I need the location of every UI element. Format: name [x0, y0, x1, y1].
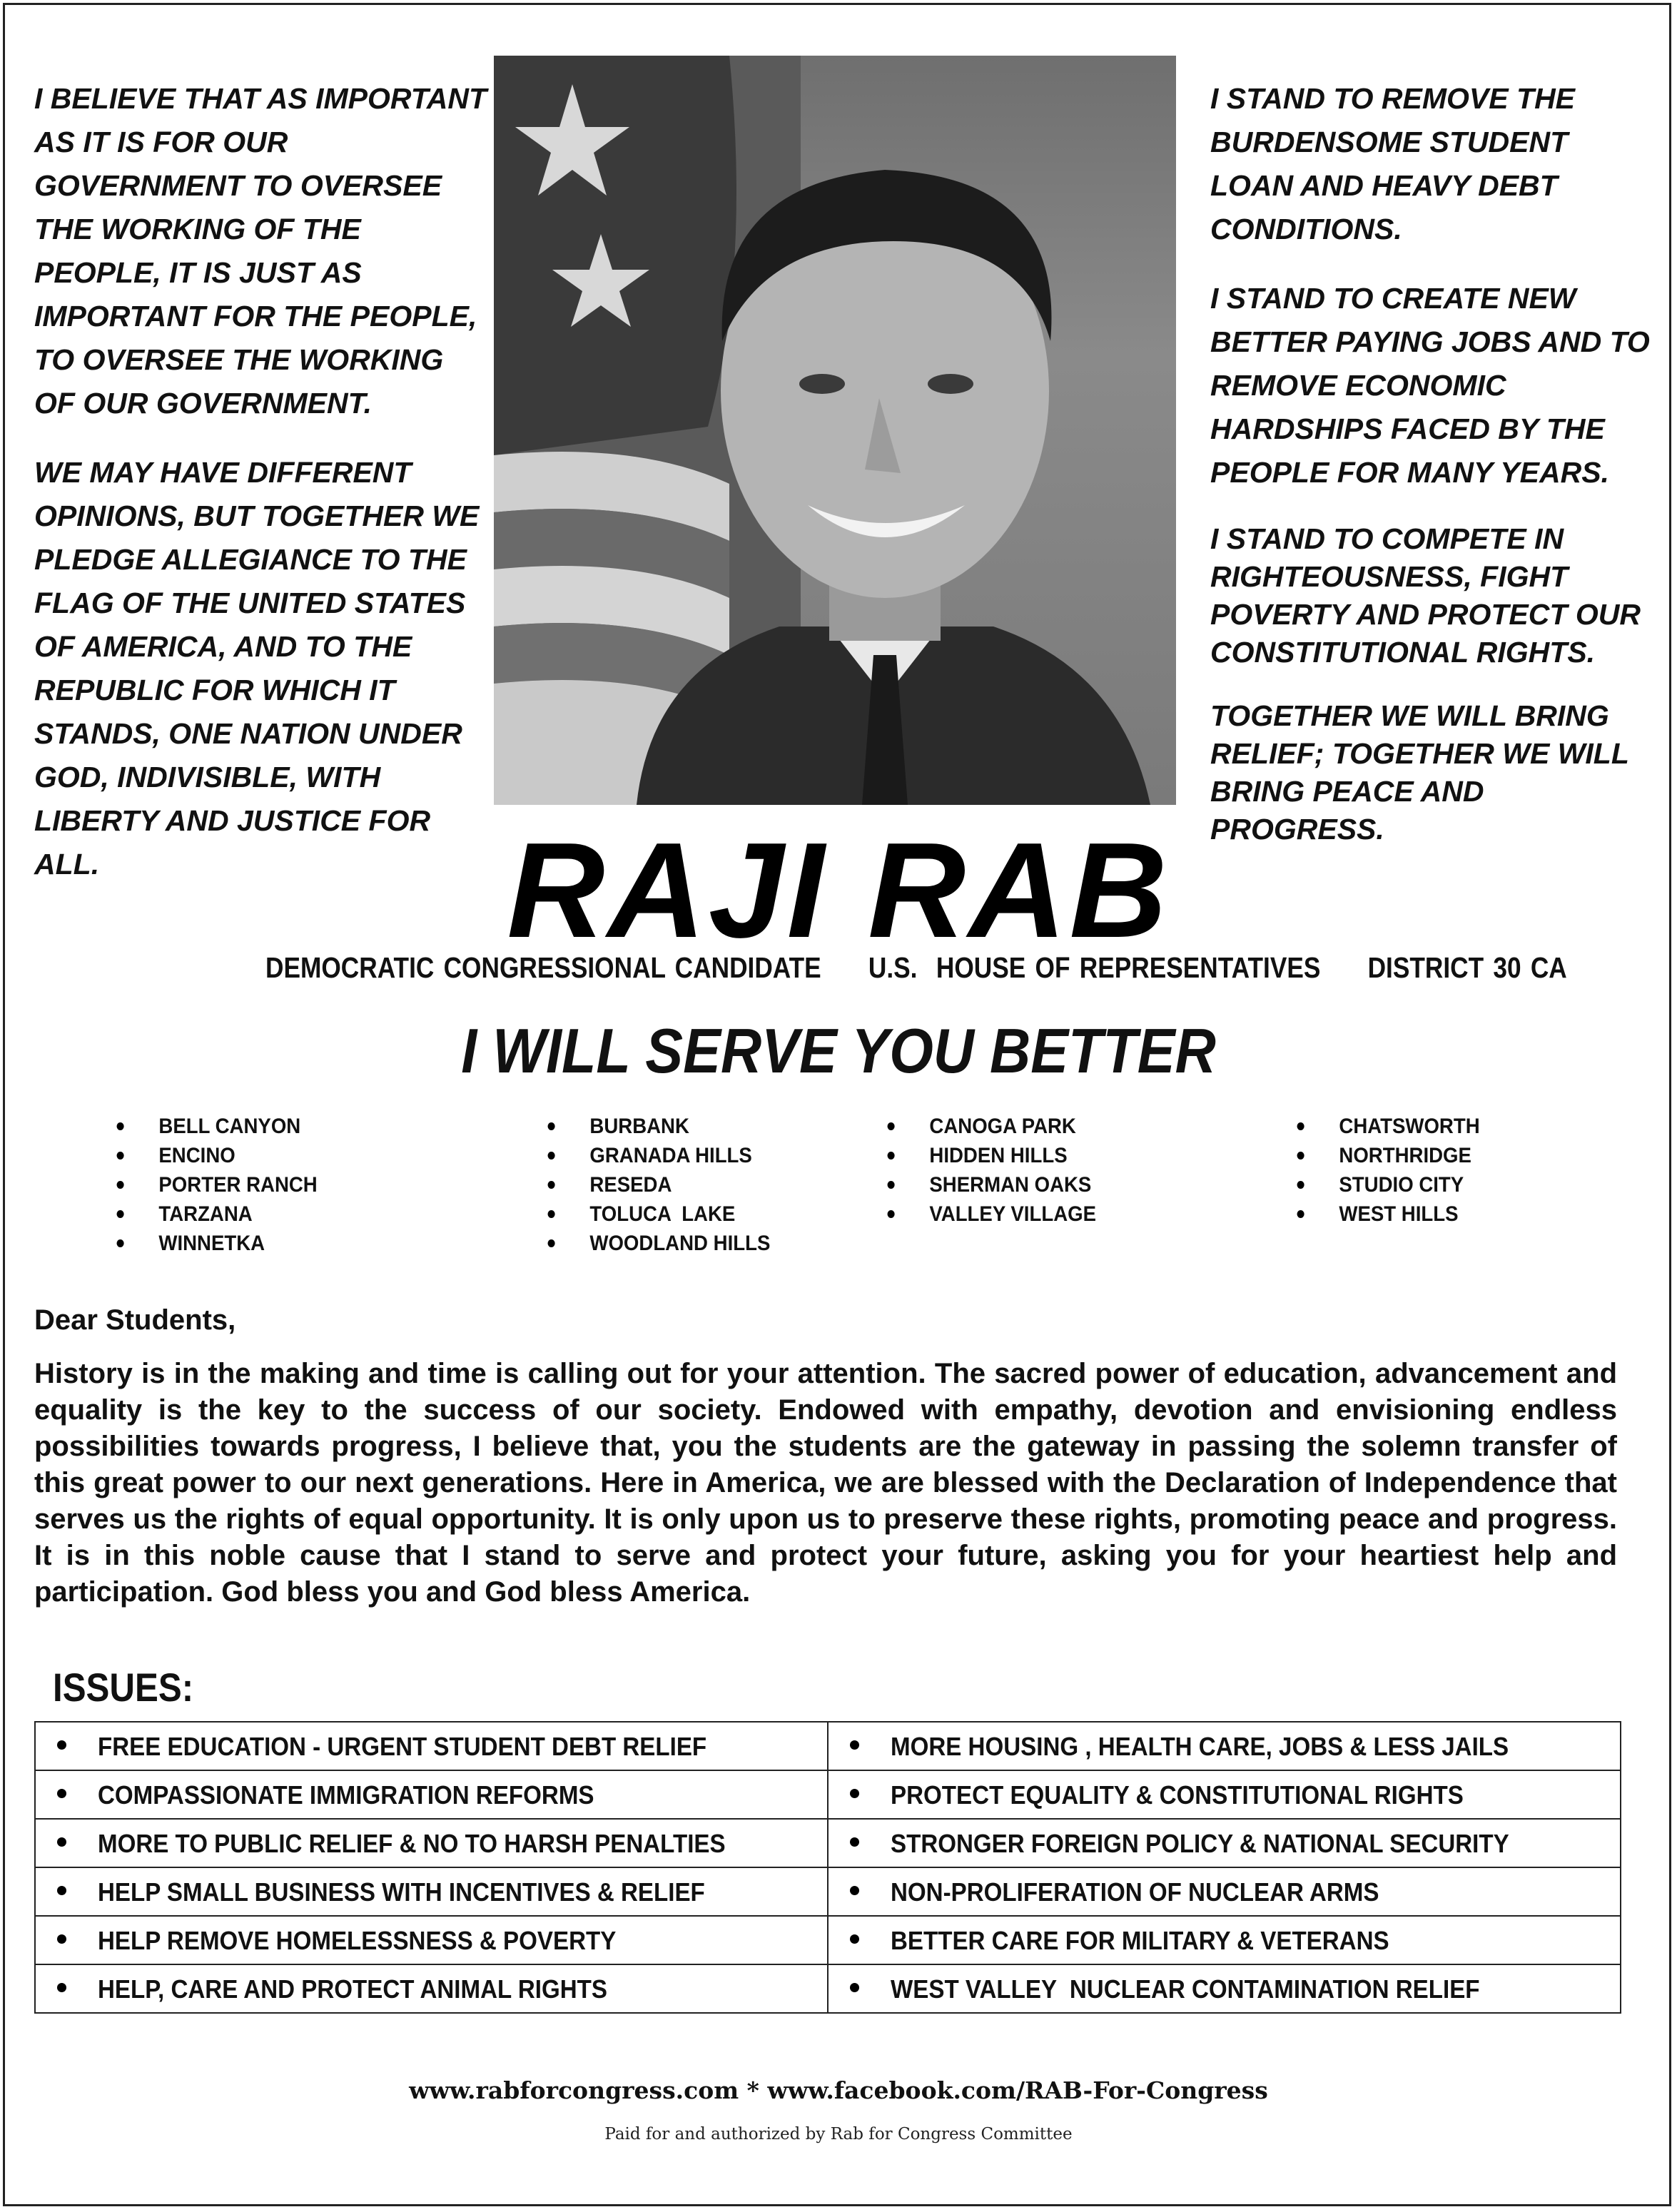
statement-jobs: I STAND TO CREATE NEW BETTER PAYING JOBS AND TO REMOVE ECONOMIC HARDSHIPS FACED BY THE PEOPLE FOR MANY YEARS.	[1210, 282, 1650, 489]
bullet-icon	[850, 1837, 859, 1847]
statement-righteousness: I STAND TO COMPETE IN RIGHTEOUSNESS, FIGHT POVERTY AND PROTECT OUR CONSTITUTIONAL RIGHTS.	[1210, 522, 1641, 669]
issues-heading: ISSUES:	[53, 1665, 194, 1710]
statement-oversight: I BELIEVE THAT AS IMPORTANT AS IT IS FOR OUR GOVERNMENT TO OVERSEE THE WORKING OF THE PEOPLE, IT IS JUST AS IMPORTANT FOR THE PEOPLE, TO OVERSEE THE WORKING OF OUR GOVERNMENT.	[34, 82, 487, 420]
area-item: WINNETKA	[113, 1229, 318, 1258]
bullet-icon	[850, 1983, 859, 1992]
bullet-icon	[850, 1740, 859, 1750]
candidate-name: RAJI RAB	[507, 815, 1170, 966]
area-column-4	[1293, 1112, 1496, 1229]
area-item: STUDIO CITY	[1293, 1170, 1480, 1199]
district-areas	[0, 1112, 1677, 1262]
bullet-icon	[57, 1886, 66, 1895]
bullet-icon	[57, 1837, 66, 1847]
issues-table	[34, 1721, 1621, 2014]
table-row	[35, 1916, 1621, 1964]
letter-salutation: Dear Students,	[34, 1304, 236, 1336]
campaign-slogan: I WILL SERVE YOU BETTER	[461, 1015, 1216, 1086]
area-item: GRANADA HILLS	[544, 1141, 770, 1170]
student-letter	[34, 1300, 1617, 1610]
area-item: TARZANA	[113, 1199, 318, 1229]
area-item: CHATSWORTH	[1293, 1112, 1480, 1141]
bullet-icon	[57, 1934, 66, 1944]
area-item: NORTHRIDGE	[1293, 1141, 1480, 1170]
issue-cell: STRONGER FOREIGN POLICY & NATIONAL SECURITY	[828, 1819, 1621, 1867]
area-item: WEST HILLS	[1293, 1199, 1480, 1229]
candidate-photo	[494, 56, 1176, 805]
statement-student-loan: I STAND TO REMOVE THE BURDENSOME STUDENT LOAN AND HEAVY DEBT CONDITIONS.	[1210, 82, 1576, 245]
area-item: RESEDA	[544, 1170, 770, 1199]
issue-cell: HELP, CARE AND PROTECT ANIMAL RIGHTS	[35, 1964, 828, 2013]
issue-cell: HELP REMOVE HOMELESSNESS & POVERTY	[35, 1916, 828, 1964]
issue-cell: BETTER CARE FOR MILITARY & VETERANS	[828, 1916, 1621, 1964]
table-row	[35, 1770, 1621, 1819]
issue-cell: HELP SMALL BUSINESS WITH INCENTIVES & RELIEF	[35, 1867, 828, 1916]
table-row	[35, 1964, 1621, 2013]
area-item: CANOGA PARK	[883, 1112, 1096, 1141]
issue-cell: PROTECT EQUALITY & CONSTITUTIONAL RIGHTS	[828, 1770, 1621, 1819]
footer-links[interactable]: www.rabforcongress.com * www.facebook.com/RAB-For-Congress	[409, 2076, 1268, 2104]
area-item: ENCINO	[113, 1141, 318, 1170]
area-column-3	[883, 1112, 1115, 1229]
table-row	[35, 1722, 1621, 1770]
bullet-icon	[850, 1789, 859, 1798]
area-column-2	[544, 1112, 790, 1258]
bullet-icon	[850, 1934, 859, 1944]
area-item: WOODLAND HILLS	[544, 1229, 770, 1258]
area-item: VALLEY VILLAGE	[883, 1199, 1096, 1229]
issue-cell: NON-PROLIFERATION OF NUCLEAR ARMS	[828, 1867, 1621, 1916]
candidate-portrait	[594, 84, 1176, 805]
area-item: BELL CANYON	[113, 1112, 318, 1141]
issue-cell: FREE EDUCATION - URGENT STUDENT DEBT RELIEF	[35, 1722, 828, 1770]
area-item: BURBANK	[544, 1112, 770, 1141]
area-item: PORTER RANCH	[113, 1170, 318, 1199]
area-column-1	[113, 1112, 335, 1258]
bullet-icon	[57, 1789, 66, 1798]
statement-together: TOGETHER WE WILL BRING RELIEF; TOGETHER WE WILL BRING PEACE AND PROGRESS.	[1210, 699, 1629, 846]
area-item: SHERMAN OAKS	[883, 1170, 1096, 1199]
statement-pledge: WE MAY HAVE DIFFERENT OPINIONS, BUT TOGETHER WE PLEDGE ALLEGIANCE TO THE FLAG OF THE UNITED STATES OF AMERICA, AND TO THE REPUBLIC FOR WHICH IT STANDS, ONE NATION UNDER GOD, INDIVISIBLE, WITH LIBERTY AND JUSTICE FOR ALL.	[34, 456, 480, 881]
bullet-icon	[57, 1983, 66, 1992]
issue-cell: WEST VALLEY NUCLEAR CONTAMINATION RELIEF	[828, 1964, 1621, 2013]
footer-disclaimer: Paid for and authorized by Rab for Congress Committee	[604, 2125, 1073, 2143]
area-item: TOLUCA LAKE	[544, 1199, 770, 1229]
table-row	[35, 1819, 1621, 1867]
left-statement-column	[34, 77, 491, 912]
area-item: HIDDEN HILLS	[883, 1141, 1096, 1170]
bullet-icon	[850, 1886, 859, 1895]
issue-cell: MORE HOUSING , HEALTH CARE, JOBS & LESS JAILS	[828, 1722, 1621, 1770]
issue-cell: COMPASSIONATE IMMIGRATION REFORMS	[35, 1770, 828, 1819]
issue-cell: MORE TO PUBLIC RELIEF & NO TO HARSH PENALTIES	[35, 1819, 828, 1867]
right-statement-column	[1210, 77, 1653, 874]
bullet-icon	[57, 1740, 66, 1750]
candidate-subtitle: DEMOCRATIC CONGRESSIONAL CANDIDATE U.S. HOUSE OF REPRESENTATIVES DISTRICT 30 CA	[265, 951, 1567, 984]
letter-body: History is in the making and time is calling out for your attention. The sacred power of education, advancement and equality is the key to the success of our society. Endowed with empathy, devotion and envisioning endless possibilities towards progress, I believe that, you the students are the gateway in passing the solemn transfer of this great power to our next generations. Here in America, we are blessed with the Declaration of Independence that serves us the rights of equal opportunity. It is only upon us to preserve these rights, promoting peace and progress. It is in this noble cause that I stand to serve and protect your future, asking you for your heartiest help and participation. God bless you and God bless America.	[34, 1358, 1617, 1608]
table-row	[35, 1867, 1621, 1916]
